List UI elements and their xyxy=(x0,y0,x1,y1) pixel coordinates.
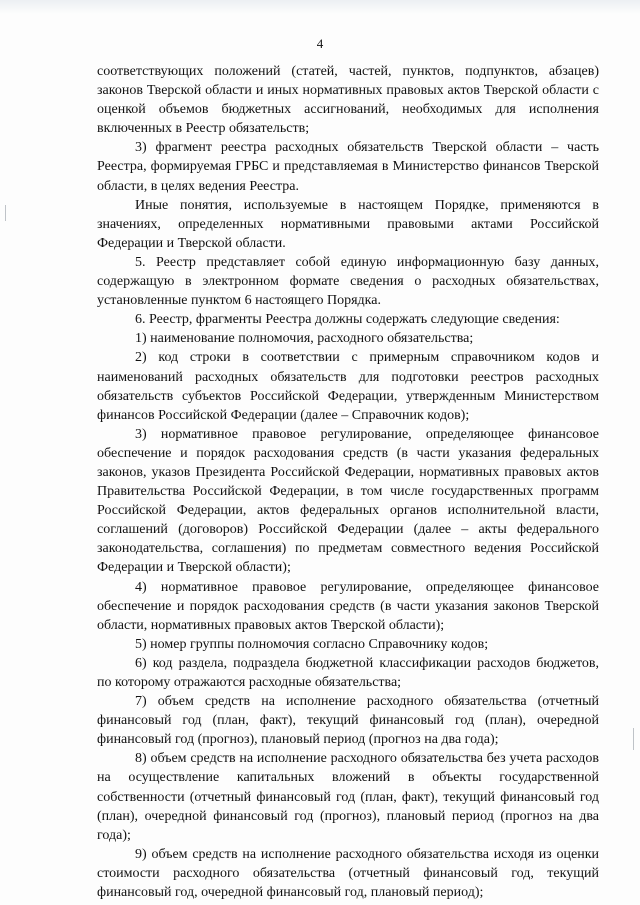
scan-mark-right xyxy=(633,728,634,750)
paragraph: 2) код строки в соответствии с примерным справочником кодов и наименований расходных обязательств для подготовки реестров расходных обязательств субъектов Российской Федерации, утвержденным Министерством финансов Российской Федерации (далее – Справочник кодов); xyxy=(97,350,599,423)
paragraph: 9) объем средств на исполнение расходного обязательства исходя из оценки стоимости расходного обязательства (отчетный финансовый год, текущий финансовый год, очередной финансовый год, плановый период); xyxy=(97,846,599,901)
paragraph: 7) объем средств на исполнение расходного обязательства (отчетный финансовый год (план, факт), текущий финансовый год (план), очередной финансовый год (прогноз), плановый период (прогноз на два года); xyxy=(97,694,599,748)
scan-edge xyxy=(0,0,640,14)
paragraph: 8) объем средств на исполнение расходного обязательства без учета расходов на осуществление капитальных вложений в объекты государственной собственности (отчетный финансовый год (план, факт), текущий финансовый год (план), очередной финансовый год (прогноз), плановый период (прогноз на два года); xyxy=(97,751,599,843)
scan-mark-left xyxy=(5,205,6,221)
paragraph: Иные понятия, используемые в настоящем Порядке, применяются в значениях, определенных нормативными правовыми актами Российской Федерации и Тверской области. xyxy=(97,197,599,251)
paragraph: 1) наименование полномочия, расходного обязательства; xyxy=(135,331,474,347)
paragraph: 6. Реестр, фрагменты Реестра должны содержать следующие сведения: xyxy=(135,312,560,328)
paragraph: 6) код раздела, подраздела бюджетной классификации расходов бюджетов, по которому отражаются расходные обязательства; xyxy=(97,655,599,690)
page-number: 4 xyxy=(316,36,324,51)
paragraph: соответствующих положений (статей, частей, пунктов, подпунктов, абзацев) законов Тверской области и иных нормативных правовых актов Тверской области с оценкой объемов бюджетных ассигнований, необходимых для исполнения включенных в Реестр обязательств; xyxy=(97,64,599,137)
paragraph: 5. Реестр представляет собой единую информационную базу данных, содержащую в электронном формате сведения о расходных обязательствах, установленные пунктом 6 настоящего Порядка. xyxy=(97,254,599,309)
document-body xyxy=(97,62,599,902)
paragraph: 4) нормативное правовое регулирование, определяющее финансовое обеспечение и порядок расходования средств (в части указания законов Тверской области, нормативных правовых актов Тверской области); xyxy=(97,579,599,633)
paragraph: 3) фрагмент реестра расходных обязательств Тверской области – часть Реестра, формируемая ГРБС и представляемая в Министерство финансов Тверской области, в целях ведения Реестра. xyxy=(97,140,599,194)
paragraph: 5) номер группы полномочия согласно Справочнику кодов; xyxy=(135,636,489,652)
paragraph: 3) нормативное правовое регулирование, определяющее финансовое обеспечение и порядок расходования средств (в части указания федеральных законов, указов Президента Российской Федерации, нормативных правовых актов Правительства Российской Федерации, в том числе государственных программ Российской Федерации, актов федеральных органов исполнительной власти, соглашений (договоров) Российской Федерации (далее – акты федерального законодательства, соглашения) по предметам совместного ведения Российской Федерации и Тверской области); xyxy=(97,426,599,576)
